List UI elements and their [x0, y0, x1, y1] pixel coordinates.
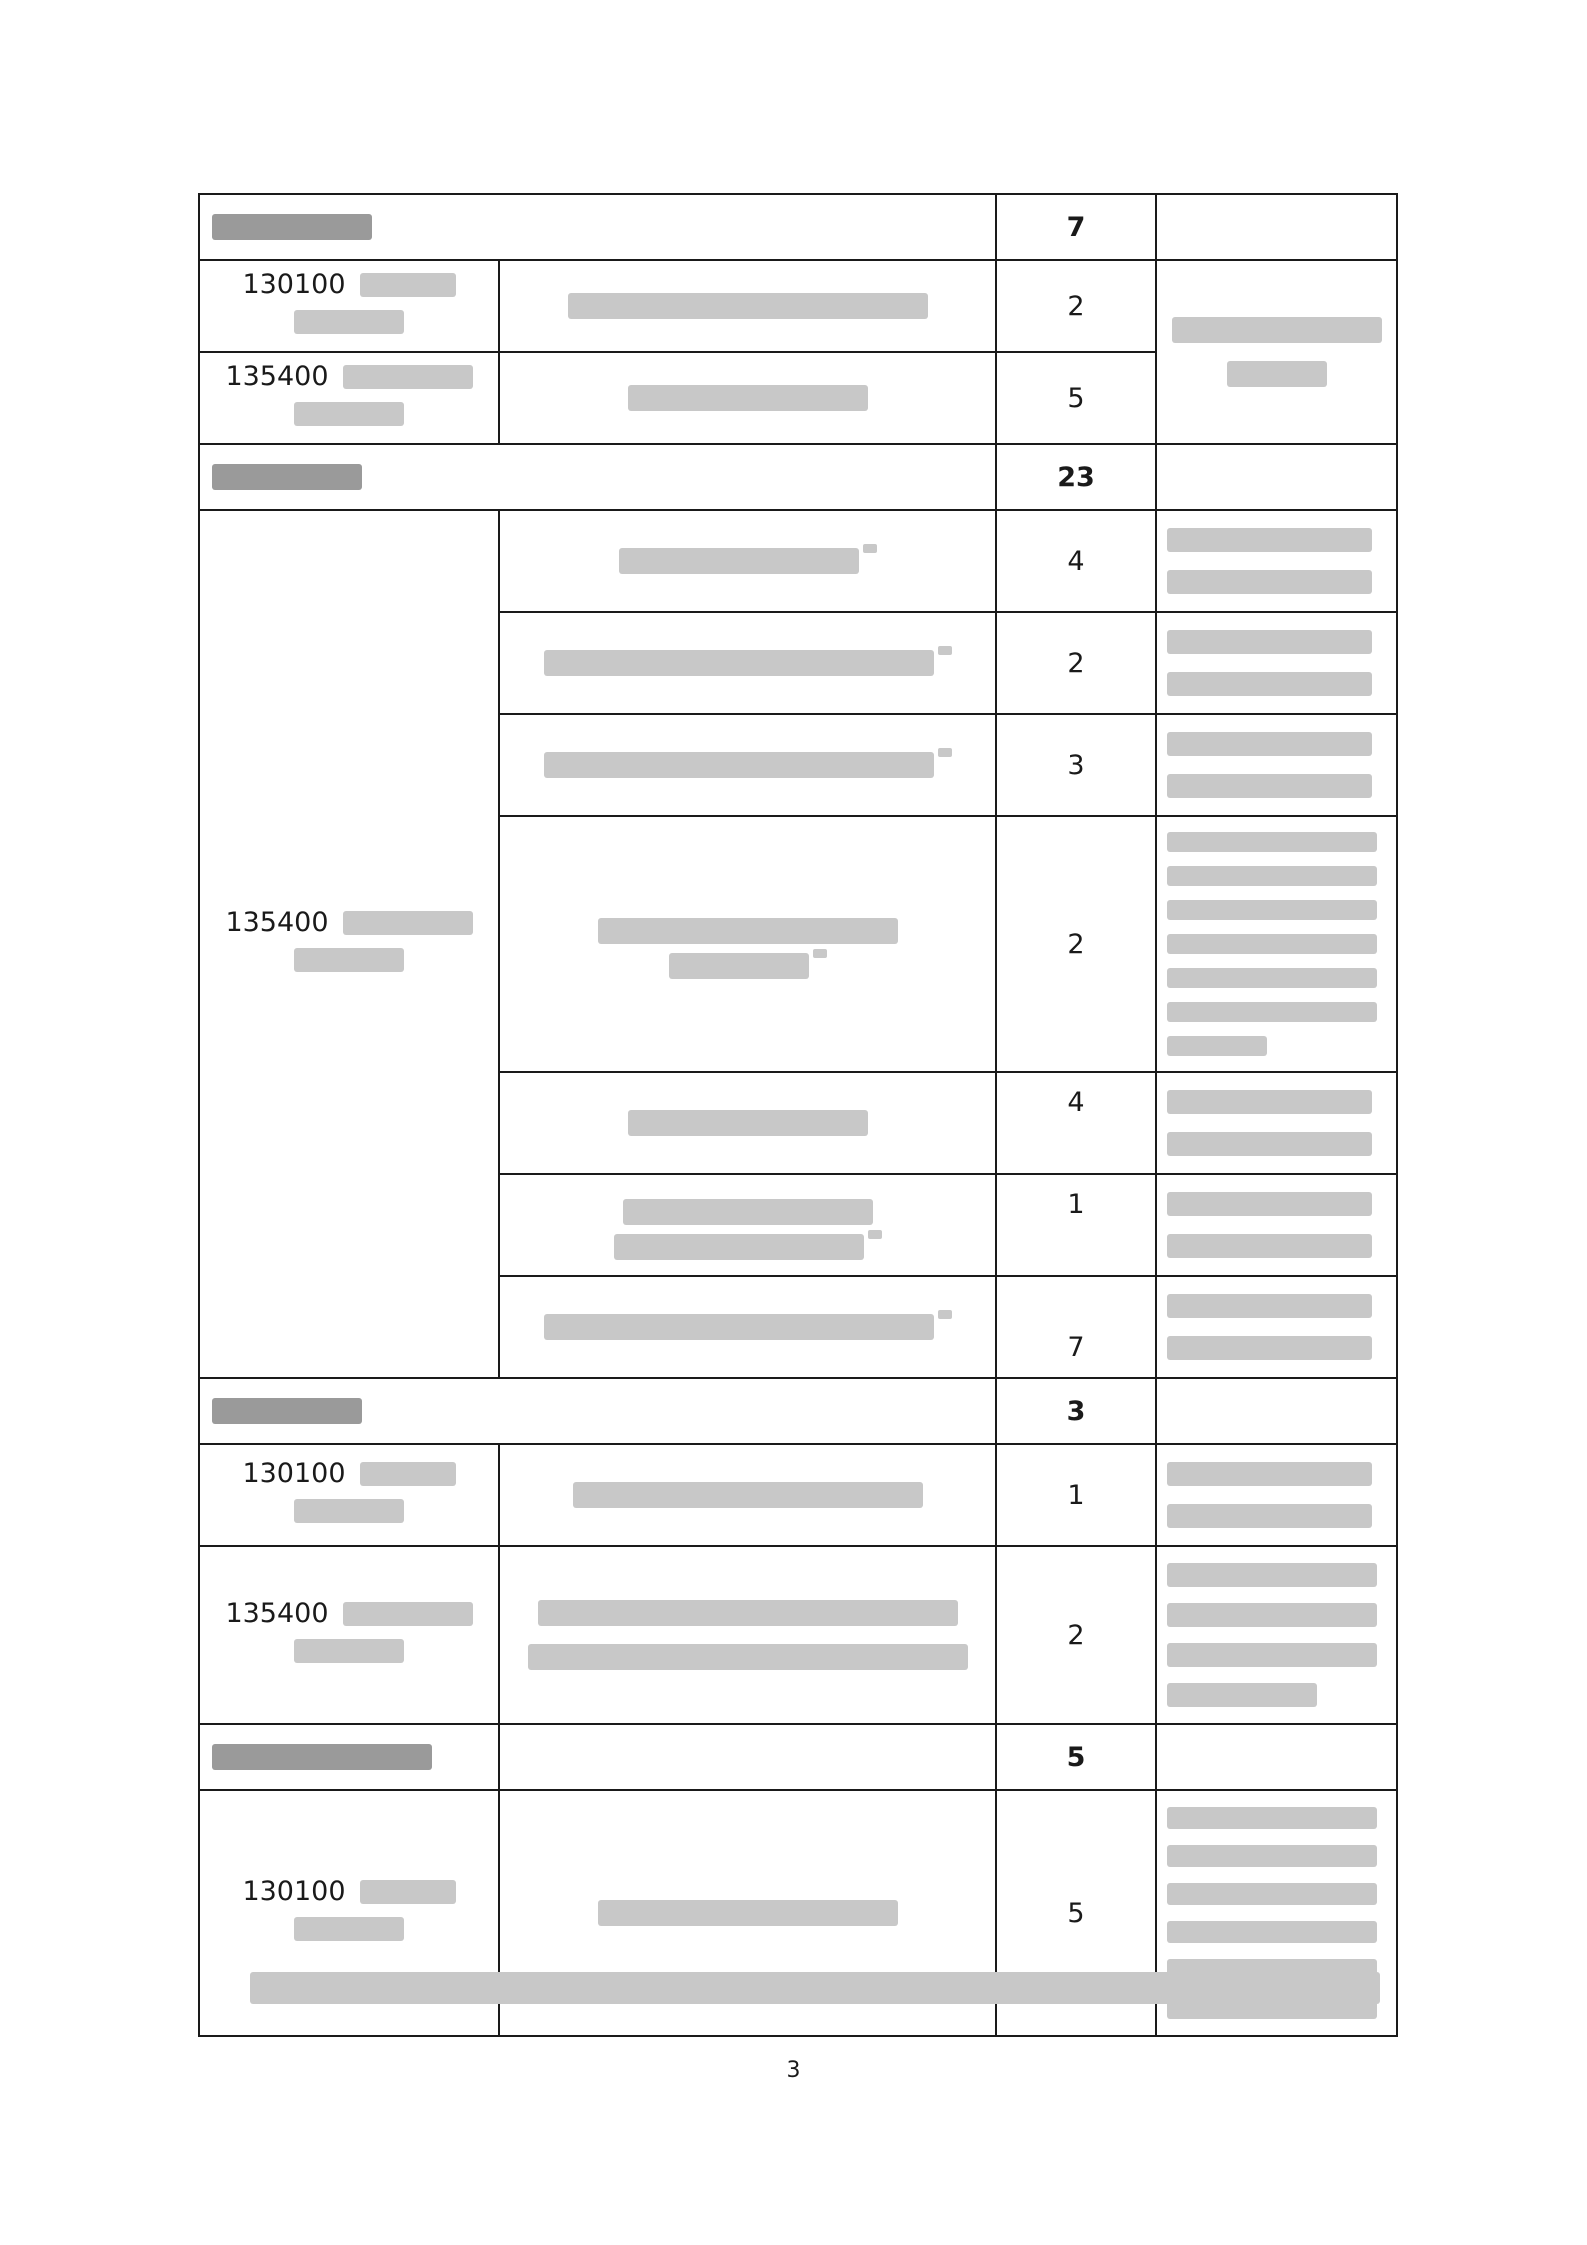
direction-cell — [499, 1546, 996, 1724]
text-placeholder — [628, 1110, 868, 1136]
text-placeholder — [544, 1314, 934, 1340]
footnote-marker — [813, 949, 827, 958]
section-note-cell — [1156, 444, 1397, 510]
note-cell — [1156, 1072, 1397, 1174]
text-placeholder — [1167, 1336, 1372, 1360]
text-placeholder — [1167, 900, 1377, 920]
text-placeholder — [1167, 1683, 1317, 1707]
text-placeholder — [212, 1744, 432, 1770]
quota-count: 1 — [996, 1174, 1156, 1276]
discipline-code: 130100 — [242, 269, 346, 300]
text-placeholder — [1167, 1294, 1372, 1318]
discipline-cell — [199, 510, 499, 1378]
direction-cell — [499, 260, 996, 352]
text-placeholder — [1167, 1462, 1372, 1486]
text-placeholder — [1167, 732, 1372, 756]
section-spacer-cell — [499, 1724, 996, 1790]
quota-count: 2 — [996, 816, 1156, 1072]
table-row — [199, 1444, 1397, 1546]
text-placeholder — [598, 918, 898, 944]
direction-cell — [499, 1174, 996, 1276]
section-header-row — [199, 1378, 1397, 1444]
footnote-marker — [863, 544, 877, 553]
text-placeholder — [669, 953, 809, 979]
text-placeholder — [1167, 1921, 1377, 1943]
text-placeholder — [1167, 968, 1377, 988]
note-cell — [1156, 510, 1397, 612]
text-placeholder — [294, 310, 404, 334]
text-placeholder — [623, 1199, 873, 1225]
text-placeholder — [1167, 1807, 1377, 1829]
table-row — [199, 1546, 1397, 1724]
text-placeholder — [343, 911, 473, 935]
quota-count: 5 — [996, 1790, 1156, 2036]
text-placeholder — [1167, 1504, 1372, 1528]
text-placeholder — [1167, 1563, 1377, 1587]
note-cell — [1156, 714, 1397, 816]
footnote-marker — [938, 1310, 952, 1319]
text-placeholder — [1167, 672, 1372, 696]
footnote-placeholder — [250, 1972, 1400, 2008]
text-placeholder — [360, 1462, 456, 1486]
section-note-cell — [1156, 1724, 1397, 1790]
discipline-cell — [199, 1546, 499, 1724]
text-placeholder — [294, 1639, 404, 1663]
discipline-code: 135400 — [225, 907, 329, 938]
note-cell — [1156, 612, 1397, 714]
text-placeholder — [1167, 528, 1372, 552]
section-note-cell — [1156, 194, 1397, 260]
quota-count: 5 — [996, 352, 1156, 444]
note-cell — [1156, 1174, 1397, 1276]
direction-cell — [499, 1072, 996, 1174]
direction-cell — [499, 1276, 996, 1378]
quota-count: 4 — [996, 1072, 1156, 1174]
discipline-cell — [199, 1444, 499, 1546]
note-cell — [1156, 260, 1397, 444]
text-placeholder — [619, 548, 859, 574]
discipline-cell — [199, 260, 499, 352]
direction-cell — [499, 352, 996, 444]
text-placeholder — [294, 1499, 404, 1523]
note-cell — [1156, 1276, 1397, 1378]
text-placeholder — [544, 650, 934, 676]
text-placeholder — [1167, 570, 1372, 594]
text-placeholder — [1167, 1603, 1377, 1627]
text-placeholder — [538, 1600, 958, 1626]
quota-count: 2 — [996, 1546, 1156, 1724]
text-placeholder — [212, 464, 362, 490]
discipline-code: 130100 — [242, 1876, 346, 1907]
footnote-marker — [938, 748, 952, 757]
direction-cell — [499, 1444, 996, 1546]
section-total: 5 — [996, 1724, 1156, 1790]
text-placeholder — [1167, 832, 1377, 852]
quota-count: 7 — [996, 1276, 1156, 1378]
text-placeholder — [212, 214, 372, 240]
text-placeholder — [1167, 1643, 1377, 1667]
text-placeholder — [294, 1917, 404, 1941]
table-row — [199, 260, 1397, 352]
table-row — [199, 510, 1397, 612]
text-placeholder — [1167, 1002, 1377, 1022]
text-placeholder — [1172, 317, 1382, 343]
section-total: 23 — [996, 444, 1156, 510]
page-number: 3 — [786, 2058, 801, 2083]
text-placeholder — [343, 365, 473, 389]
note-cell — [1156, 1546, 1397, 1724]
footnote-marker — [868, 1230, 882, 1239]
text-placeholder — [1167, 1090, 1372, 1114]
text-placeholder — [528, 1644, 968, 1670]
quota-count: 2 — [996, 260, 1156, 352]
section-header-row — [199, 444, 1397, 510]
note-cell — [1156, 816, 1397, 1072]
section-header-row — [199, 194, 1397, 260]
direction-cell — [499, 510, 996, 612]
text-placeholder — [1167, 774, 1372, 798]
text-placeholder — [598, 1900, 898, 1926]
text-placeholder — [212, 1398, 362, 1424]
text-placeholder — [573, 1482, 923, 1508]
text-placeholder — [568, 293, 928, 319]
text-placeholder — [1167, 866, 1377, 886]
text-placeholder — [1167, 934, 1377, 954]
text-placeholder — [614, 1234, 864, 1260]
text-placeholder — [1227, 361, 1327, 387]
note-cell — [1156, 1444, 1397, 1546]
quota-count: 4 — [996, 510, 1156, 612]
text-placeholder — [250, 1972, 1380, 2004]
text-placeholder — [628, 385, 868, 411]
section-name — [199, 444, 996, 510]
text-placeholder — [343, 1602, 473, 1626]
discipline-code: 135400 — [225, 1598, 329, 1629]
discipline-code: 130100 — [242, 1458, 346, 1489]
text-placeholder — [544, 752, 934, 778]
text-placeholder — [1167, 1234, 1372, 1258]
quota-count: 2 — [996, 612, 1156, 714]
section-name — [199, 1724, 499, 1790]
direction-cell — [499, 714, 996, 816]
section-total: 3 — [996, 1378, 1156, 1444]
text-placeholder — [1167, 1036, 1267, 1056]
section-header-row — [199, 1724, 1397, 1790]
text-placeholder — [360, 273, 456, 297]
section-total: 7 — [996, 194, 1156, 260]
section-name — [199, 194, 996, 260]
text-placeholder — [1167, 1192, 1372, 1216]
quota-count: 3 — [996, 714, 1156, 816]
text-placeholder — [294, 948, 404, 972]
text-placeholder — [1167, 1132, 1372, 1156]
direction-cell — [499, 612, 996, 714]
quota-count: 1 — [996, 1444, 1156, 1546]
footnote-marker — [938, 646, 952, 655]
text-placeholder — [360, 1880, 456, 1904]
text-placeholder — [294, 402, 404, 426]
text-placeholder — [1167, 1883, 1377, 1905]
section-note-cell — [1156, 1378, 1397, 1444]
admission-plan-table — [198, 193, 1398, 2037]
text-placeholder — [1167, 1845, 1377, 1867]
discipline-code: 135400 — [225, 361, 329, 392]
section-name — [199, 1378, 996, 1444]
text-placeholder — [1167, 630, 1372, 654]
discipline-cell — [199, 352, 499, 444]
direction-cell — [499, 816, 996, 1072]
